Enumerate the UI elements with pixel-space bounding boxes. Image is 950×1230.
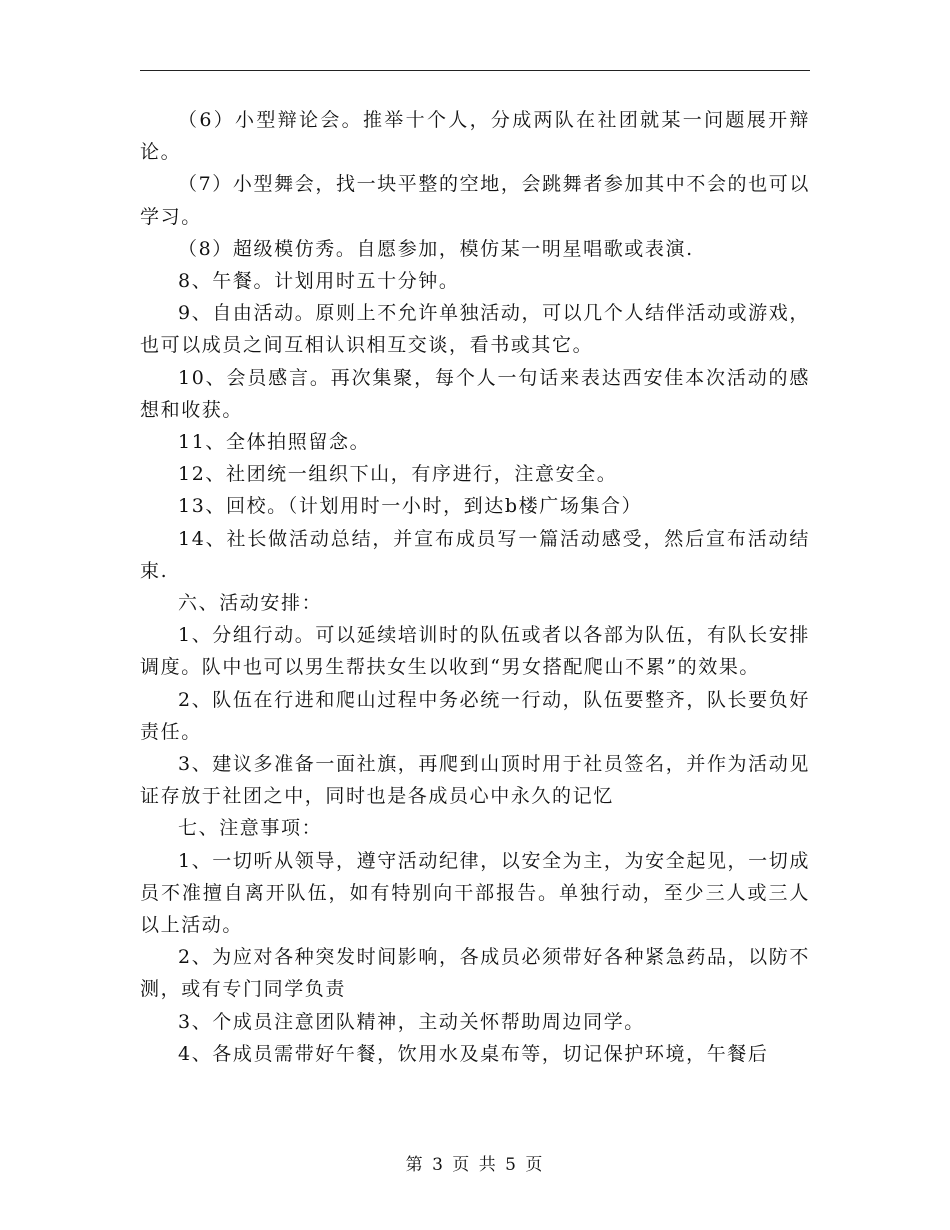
paragraph: 9、自由活动。原则上不允许单独活动，可以几个人结伴活动或游戏，也可以成员之间互相认识相互交谈，看书或其它。: [140, 302, 810, 357]
paragraph: （7）小型舞会，找一块平整的空地，会跳舞者参加其中不会的也可以学习。: [140, 173, 810, 228]
section-heading: 六、活动安排：: [178, 592, 323, 615]
paragraph: 14、社长做活动总结，并宣布成员写一篇活动感受，然后宣布活动结束.: [140, 527, 810, 582]
paragraph: 1、分组行动。可以延续培训时的队伍或者以各部为队伍，有队长安排调度。队中也可以男生帮扶女生以收到“男女搭配爬山不累”的效果。: [140, 624, 810, 679]
paragraph: （6）小型辩论会。推举十个人，分成两队在社团就某一问题展开辩论。: [140, 109, 810, 164]
paragraph: 13、回校。（计划用时一小时，到达b楼广场集合）: [178, 495, 643, 518]
paragraph: 8、午餐。计划用时五十分钟。: [178, 270, 460, 293]
paragraph: 12、社团统一组织下山，有序进行，注意安全。: [178, 463, 618, 486]
paragraph: 11、全体拍照留念。: [178, 431, 371, 454]
paragraph: 3、个成员注意团队精神，主动关怀帮助周边同学。: [178, 1010, 645, 1033]
paragraph: 3、建议多准备一面社旗，再爬到山顶时用于社员签名，并作为活动见证存放于社团之中，同时也是各成员心中永久的记忆: [140, 753, 810, 808]
page-number-footer: 第 3 页 共 5 页: [405, 1155, 545, 1175]
paragraph: 10、会员感言。再次集聚，每个人一句话来表达西安佳本次活动的感想和收获。: [140, 366, 810, 421]
header-rule: [140, 70, 810, 71]
paragraph: 2、队伍在行进和爬山过程中务必统一行动，队伍要整齐，队长要负好责任。: [140, 688, 810, 743]
paragraph: 2、为应对各种突发时间影响，各成员必须带好各种紧急药品，以防不测，或有专门同学负责: [140, 946, 810, 1001]
body-text: [140, 104, 810, 1070]
paragraph: （8）超级模仿秀。自愿参加，模仿某一明星唱歌或表演.: [178, 237, 694, 260]
section-heading: 七、注意事项：: [178, 817, 323, 840]
paragraph: 4、各成员需带好午餐，饮用水及桌布等，切记保护环境，午餐后: [178, 1042, 769, 1065]
paragraph: 1、一切听从领导，遵守活动纪律，以安全为主，为安全起见，一切成员不准擅自离开队伍，如有特别向干部报告。单独行动，至少三人或三人以上活动。: [140, 849, 810, 937]
